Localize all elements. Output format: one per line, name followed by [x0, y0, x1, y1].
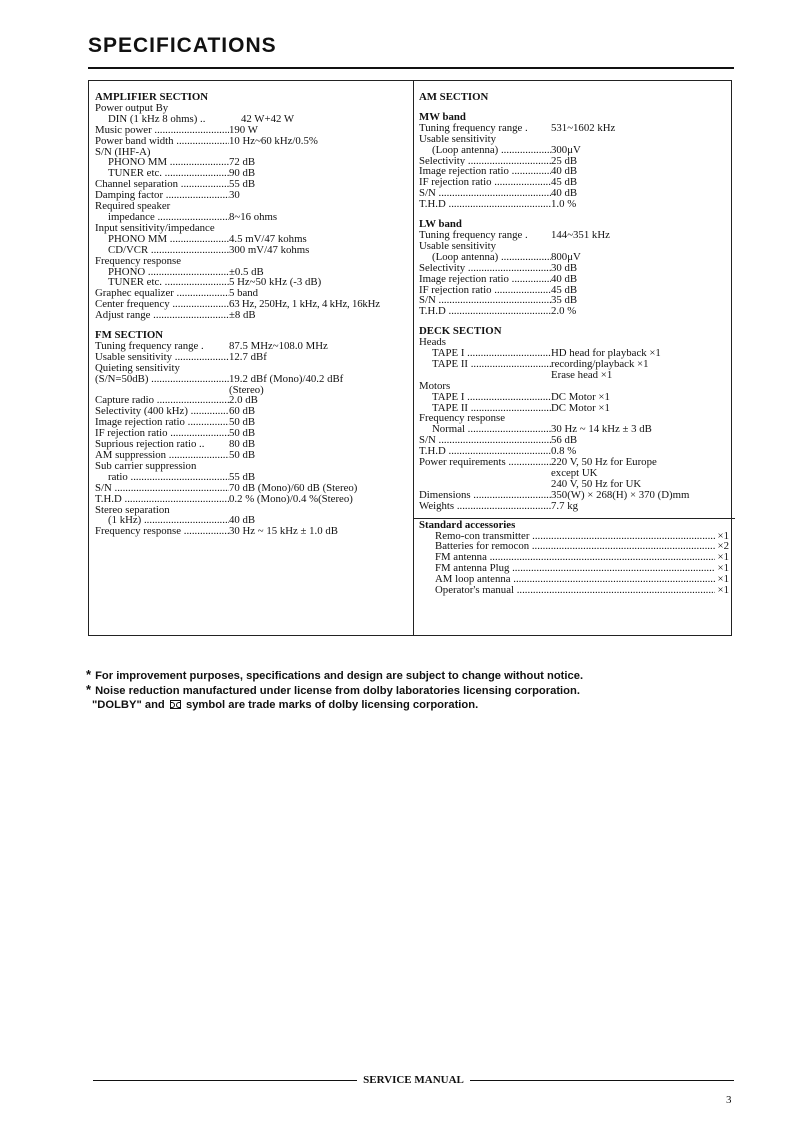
spec-value: 220 V, 50 Hz for Europe	[551, 456, 657, 469]
page-number: 3	[726, 1094, 732, 1106]
spec-value: 30 Hz ~ 14 kHz ± 3 dB	[551, 423, 652, 436]
spec-value: ±8 dB	[229, 309, 256, 322]
spec-label: TAPE I .....	[432, 348, 551, 359]
spec-row	[95, 179, 409, 190]
spec-value: 10 Hz~60 kHz/0.5%	[229, 134, 318, 147]
note-line	[86, 698, 583, 712]
spec-row	[419, 392, 729, 403]
amplifier-heading: AMPLIFIER SECTION	[95, 91, 209, 103]
spec-label: Graphec equalizer .....	[95, 288, 229, 299]
spec-label: TAPE II .....	[432, 359, 551, 370]
spec-label: T.H.D .....	[95, 494, 229, 505]
accessory-qty: ×1	[717, 562, 729, 575]
am-heading: AM SECTION	[419, 91, 489, 103]
spec-label: (Loop antenna) .....	[432, 252, 551, 263]
column-divider	[413, 80, 414, 636]
spec-label: TAPE I .....	[432, 392, 551, 403]
fm-heading: FM SECTION	[95, 329, 164, 342]
spec-value: 531~1602 kHz	[551, 121, 616, 134]
spec-label: Adjust range .....	[95, 310, 229, 321]
accessory-label: FM antenna Plug .....	[435, 563, 715, 574]
accessory-item	[419, 585, 729, 596]
spec-label: Motors	[419, 379, 451, 392]
note-text: Noise reduction manufactured under license from dolby laboratories licensing corporation.	[95, 685, 580, 697]
spec-label: Power output By	[95, 101, 169, 114]
spec-label: Normal .....	[432, 424, 551, 435]
spec-value: 87.5 MHz~108.0 MHz	[229, 339, 328, 352]
spec-label: Stereo separation	[95, 503, 170, 516]
spec-label: (1 kHz) .....	[108, 515, 229, 526]
accessory-label: Batteries for remocon .....	[435, 541, 715, 552]
accessory-item	[419, 552, 729, 563]
spec-value: 7.7 kg	[551, 499, 578, 512]
spec-label: Tuning frequency range .	[95, 339, 204, 352]
spec-label: impedance .....	[108, 212, 229, 223]
page-title: SPECIFICATIONS	[88, 34, 277, 57]
spec-row	[419, 199, 729, 210]
spec-value: ±0.5 dB	[229, 265, 264, 278]
spec-label: Suprious rejection ratio ..	[95, 438, 205, 451]
spec-label: ratio .....	[108, 472, 229, 483]
spec-value: 40 dB	[229, 514, 256, 527]
spec-label: IF rejection ratio .....	[95, 428, 229, 439]
note-text: symbol are trade marks of dolby licensing corporation.	[185, 699, 479, 711]
spec-label: Frequency response	[95, 254, 182, 267]
spec-row	[95, 245, 409, 256]
spec-value: 25 dB	[551, 154, 578, 167]
accessory-qty: ×1	[717, 584, 729, 597]
footer-label: SERVICE MANUAL	[363, 1074, 464, 1086]
accessories-heading: Standard accessories	[419, 518, 516, 531]
note-line	[86, 668, 583, 683]
spec-label: Center frequency .....	[95, 299, 229, 310]
spec-value: 40 dB	[551, 272, 578, 285]
notes	[86, 668, 583, 712]
spec-label: Image rejection ratio .....	[419, 166, 551, 177]
spec-label: Quieting sensitivity	[95, 361, 180, 374]
accessory-label: FM antenna .....	[435, 552, 715, 563]
dolby-icon	[170, 700, 181, 709]
spec-value: 190 W	[229, 123, 258, 136]
accessory-item	[419, 531, 729, 542]
spec-value: DC Motor ×1	[551, 390, 610, 403]
spec-label: Selectivity (400 kHz) .....	[95, 406, 229, 417]
spec-label: Frequency response	[419, 412, 506, 425]
spec-value: recording/playback ×1	[551, 357, 649, 370]
footer-rule	[470, 1080, 734, 1081]
spec-value: (Stereo)	[229, 383, 264, 396]
spec-label: S/N .....	[419, 295, 551, 306]
spec-value: 0.8 %	[551, 445, 577, 458]
spec-label: (S/N=50dB) .....	[95, 374, 229, 385]
spec-value: 300μV	[551, 143, 581, 156]
spec-label: Selectivity .....	[419, 156, 551, 167]
spec-row	[95, 114, 422, 125]
spec-label: DIN (1 kHz 8 ohms) ..	[108, 112, 206, 125]
spec-label: PHONO .....	[108, 267, 229, 278]
spec-label: T.H.D .....	[419, 306, 551, 317]
spec-label: T.H.D .....	[419, 199, 551, 210]
spec-row	[95, 212, 409, 223]
spec-label: PHONO MM .....	[108, 234, 229, 245]
spec-label: TUNER etc. .....	[108, 168, 229, 179]
spec-row	[95, 450, 409, 461]
spec-label: Power requirements .....	[419, 457, 551, 468]
spec-label: Frequency response .....	[95, 526, 229, 537]
spec-value: 300 mV/47 kohms	[229, 243, 310, 256]
note-text: For improvement purposes, specifications and design are subject to change without notice.	[95, 670, 584, 682]
spec-row	[419, 263, 729, 274]
spec-value: 70 dB (Mono)/60 dB (Stereo)	[229, 481, 358, 494]
spec-value: 240 V, 50 Hz for UK	[551, 477, 642, 490]
spec-label: PHONO MM .....	[108, 157, 229, 168]
spec-row	[95, 136, 409, 147]
note-text: "DOLBY" and	[92, 699, 165, 711]
spec-value: 50 dB	[229, 449, 256, 461]
spec-value: 2.0 dB	[229, 394, 258, 407]
spec-value: except UK	[551, 467, 598, 479]
spec-value: 2.0 %	[551, 305, 577, 318]
spec-label: Tuning frequency range .	[419, 121, 528, 134]
spec-label: S/N .....	[419, 435, 551, 446]
accessory-qty: ×1	[717, 573, 729, 586]
spec-label: Tuning frequency range .	[419, 228, 528, 241]
spec-label: Usable sensitivity	[419, 132, 497, 145]
spec-value: 12.7 dBf	[229, 350, 267, 363]
spec-value: 350(W) × 268(H) × 370 (D)mm	[551, 488, 690, 501]
spec-label: Damping factor .....	[95, 190, 229, 201]
accessory-label: AM loop antenna .....	[435, 574, 715, 585]
accessory-qty: ×1	[717, 551, 729, 564]
spec-label: Power band width .....	[95, 136, 229, 147]
accessory-item	[419, 574, 729, 585]
spec-label: Music power .....	[95, 125, 229, 136]
spec-row	[419, 306, 729, 317]
spec-value: 0.2 % (Mono)/0.4 %(Stereo)	[229, 492, 353, 505]
spec-value: 8~16 ohms	[229, 210, 278, 223]
right-column	[419, 92, 729, 596]
accessory-item	[419, 541, 729, 552]
spec-value: HD head for playback ×1	[551, 347, 661, 360]
spec-label: Capture radio .....	[95, 395, 229, 406]
spec-value: 55 dB	[229, 178, 256, 191]
spec-value: DC Motor ×1	[551, 401, 610, 414]
spec-label: Image rejection ratio .....	[419, 274, 551, 285]
asterisk: *	[86, 667, 92, 682]
spec-value: Erase head ×1	[551, 368, 613, 381]
spec-label: Selectivity .....	[419, 263, 551, 274]
asterisk: *	[86, 682, 92, 697]
spec-value: 50 dB	[229, 416, 256, 429]
spec-label: Required speaker	[95, 200, 171, 213]
spec-label: Sub carrier suppression	[95, 459, 197, 472]
spec-label: S/N .....	[419, 188, 551, 199]
footer-rule	[93, 1080, 357, 1081]
spec-value: 72 dB	[229, 156, 256, 169]
spec-value: 30 Hz ~ 15 kHz ± 1.0 dB	[229, 525, 338, 538]
spec-label: Input sensitivity/impedance	[95, 221, 215, 234]
spec-label: CD/VCR .....	[108, 245, 229, 256]
spec-label: Image rejection ratio .....	[95, 417, 229, 428]
spec-row	[419, 274, 729, 285]
spec-value: 800μV	[551, 250, 581, 263]
left-column	[95, 92, 409, 537]
spec-label: IF rejection ratio .....	[419, 177, 551, 188]
spec-value: 45 dB	[551, 283, 578, 296]
spec-row	[419, 501, 729, 512]
spec-value: 50 dB	[229, 427, 256, 440]
spec-value: 63 Hz, 250Hz, 1 kHz, 4 kHz, 16kHz	[229, 298, 380, 311]
spec-value: 30	[229, 189, 240, 202]
spec-row	[419, 145, 729, 156]
spec-value: 19.2 dBf (Mono)/40.2 dBf	[229, 372, 344, 385]
spec-label: Dimensions .....	[419, 490, 551, 501]
spec-label: Weights .....	[419, 501, 551, 512]
accessory-qty: ×1	[717, 529, 729, 542]
spec-value: 56 dB	[551, 434, 578, 447]
spec-label: Channel separation .....	[95, 179, 229, 190]
spec-value: 80 dB	[229, 438, 256, 451]
note-line	[86, 683, 583, 698]
spec-label: AM suppression .....	[95, 450, 229, 461]
spec-label: (Loop antenna) .....	[432, 145, 551, 156]
spec-label: IF rejection ratio .....	[419, 285, 551, 296]
spec-value: 45 dB	[551, 176, 578, 189]
spec-value: 60 dB	[229, 405, 256, 418]
spec-label: Heads	[419, 336, 446, 349]
spec-value: 40 dB	[551, 165, 578, 178]
lw-heading: LW band	[419, 218, 462, 231]
spec-label: T.H.D .....	[419, 446, 551, 457]
spec-value: 4.5 mV/47 kohms	[229, 232, 307, 245]
spec-label: Usable sensitivity .....	[95, 352, 229, 363]
accessory-label: Operator's manual .....	[435, 585, 715, 596]
spec-value: 55 dB	[229, 470, 256, 483]
accessory-qty: ×2	[717, 540, 729, 553]
spec-value: 1.0 %	[551, 198, 577, 211]
spec-row	[95, 494, 409, 505]
spec-row	[419, 403, 729, 414]
spec-label: TAPE II .....	[432, 403, 551, 414]
deck-heading: DECK SECTION	[419, 325, 502, 338]
spec-row	[95, 374, 409, 385]
spec-row	[95, 310, 409, 321]
spec-value: 35 dB	[551, 294, 578, 307]
spec-value: 5 Hz~50 kHz (-3 dB)	[229, 276, 322, 289]
spec-value: 40 dB	[551, 187, 578, 200]
spec-row	[95, 125, 409, 136]
spec-value: 5 band	[229, 287, 259, 300]
title-rule	[88, 67, 734, 69]
spec-value: 144~351 kHz	[551, 228, 610, 241]
spec-row	[95, 483, 409, 494]
spec-label: Usable sensitivity	[419, 239, 497, 252]
spec-row	[95, 352, 409, 363]
spec-row	[95, 526, 409, 537]
spec-label: TUNER etc. .....	[108, 277, 229, 288]
spec-label: S/N (IHF-A)	[95, 145, 151, 158]
spacer	[419, 210, 729, 219]
footer	[93, 1073, 734, 1087]
accessory-item	[419, 563, 729, 574]
accessory-label: Remo-con transmitter .....	[435, 531, 715, 542]
spec-value: 90 dB	[229, 167, 256, 180]
spec-row	[95, 190, 409, 201]
mw-heading: MW band	[419, 110, 466, 123]
spec-label: S/N .....	[95, 483, 229, 494]
spec-value: 42 W+42 W	[241, 112, 295, 125]
spec-value: 30 dB	[551, 261, 578, 274]
